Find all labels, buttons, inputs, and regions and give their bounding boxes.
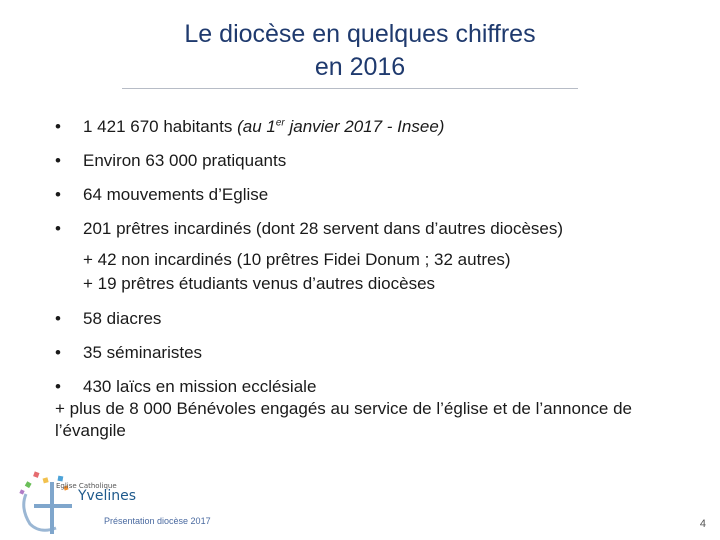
laics-line: 430 laïcs en mission ecclésiale [83,377,317,396]
habitants-source-pre: (au 1 [237,117,276,136]
bullet: • [55,185,61,204]
footer-text: Présentation diocèse 2017 [104,516,211,526]
habitants-source-text [237,117,444,136]
list-item-mouvements [55,184,665,206]
benevoles-line: + plus de 8 000 Bénévoles engagés au service de l’église et de l’annonce de l’évangile [55,399,632,440]
logo-big-text: Yvelines [78,488,137,504]
sub-item: + 42 non incardinés (10 prêtres Fidei Donum ; 32 autres) [83,250,511,269]
sub-item: + 19 prêtres étudiants venus d’autres diocèses [83,274,436,293]
title-divider [122,88,578,89]
habitants-source-sup: er [275,117,285,129]
list-item-text [55,376,665,442]
habitants-source-post: janvier 2017 - Insee) [284,117,445,136]
bullet: • [55,309,61,328]
sub-list [83,248,665,296]
logo-small-text: Eglise Catholique [56,482,117,490]
page-title [0,18,720,84]
page-number: 4 [699,518,706,530]
list-item-habitants [55,116,665,138]
bullet: • [55,219,61,238]
list-item-pratiquants [55,150,665,172]
habitants-text: 1 421 670 habitants [83,117,238,136]
bullet: • [55,377,61,396]
list-item-laics [55,376,665,442]
list-item-text: Environ 63 000 pratiquants [83,151,287,170]
list-item-text [83,116,665,138]
bullet: • [55,343,61,362]
list-item-diacres [55,308,665,330]
list-item-seminaristes [55,342,665,364]
list-item-text: 58 diacres [83,309,162,328]
bullet: • [55,117,61,136]
bullet: • [55,151,61,170]
list-item-text: 35 séminaristes [83,343,203,362]
bullet-list [55,116,665,454]
list-item-text: 201 prêtres incardinés (dont 28 servent dans d’autres diocèses) [83,219,564,238]
list-item-text: 64 mouvements d’Eglise [83,185,269,204]
title-line-2: en 2016 [314,53,406,81]
list-item-pretres [55,218,665,240]
title-line-1: Le diocèse en quelques chiffres [184,20,536,48]
